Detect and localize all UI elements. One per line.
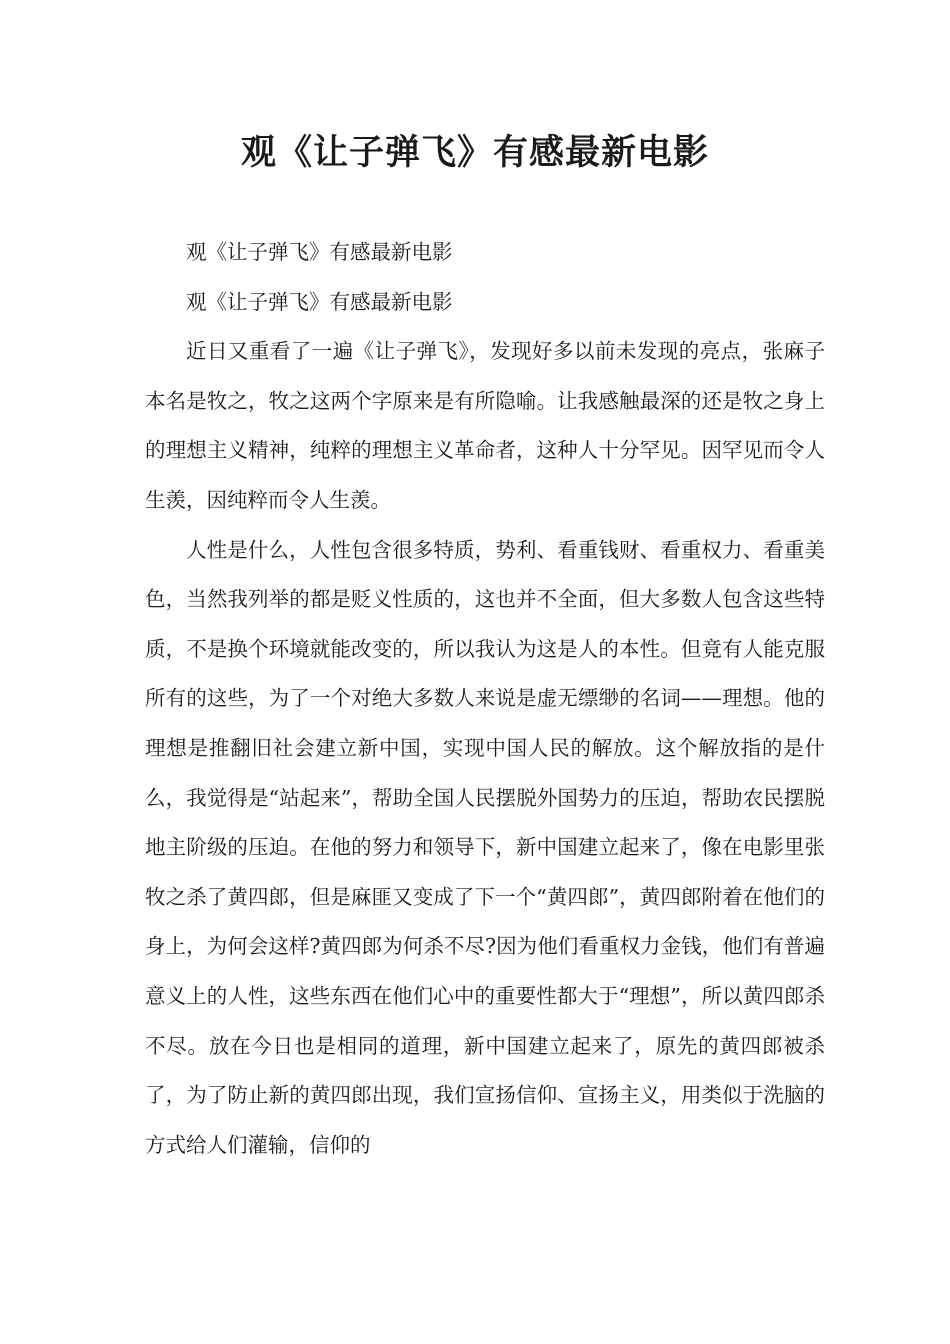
document-body	[145, 228, 825, 1170]
paragraph-human-nature: 人性是什么，人性包含很多特质，势利、看重钱财、看重权力、看重美色，当然我列举的都是贬义性质的，这也并不全面，但大多数人包含这些特质，不是换个环境就能改变的，所以我认为这是人的本性。但竟有人能克服所有的这些，为了一个对绝大多数人来说是虚无缥缈的名词——理想。他的理想是推翻旧社会建立新中国，实现中国人民的解放。这个解放指的是什么，我觉得是“站起来”，帮助全国人民摆脱外国势力的压迫，帮助农民摆脱地主阶级的压迫。在他的努力和领导下，新中国建立起来了，像在电影里张牧之杀了黄四郎，但是麻匪又变成了下一个“黄四郎”，黄四郎附着在他们的身上，为何会这样?黄四郎为何杀不尽?因为他们看重权力金钱，他们有普遍意义上的人性，这些东西在他们心中的重要性都大于“理想”，所以黄四郎杀不尽。放在今日也是相同的道理，新中国建立起来了，原先的黄四郎被杀了，为了防止新的黄四郎出现，我们宣扬信仰、宣扬主义，用类似于洗脑的方式给人们灌输，信仰的	[145, 537, 825, 1157]
paragraph-subtitle-2: 观《让子弹飞》有感最新电影	[186, 289, 453, 314]
paragraph-subtitle-1: 观《让子弹飞》有感最新电影	[186, 240, 453, 264]
document-title: 观《让子弹飞》有感最新电影	[240, 133, 709, 173]
paragraph-intro: 近日又重看了一遍《让子弹飞》，发现好多以前未发现的亮点，张麻子本名是牧之，牧之这两个字原来是有所隐喻。让我感触最深的还是牧之身上的理想主义精神，纯粹的理想主义革命者，这种人十分罕见。因罕见而令人生羡，因纯粹而令人生羡。	[145, 339, 825, 512]
